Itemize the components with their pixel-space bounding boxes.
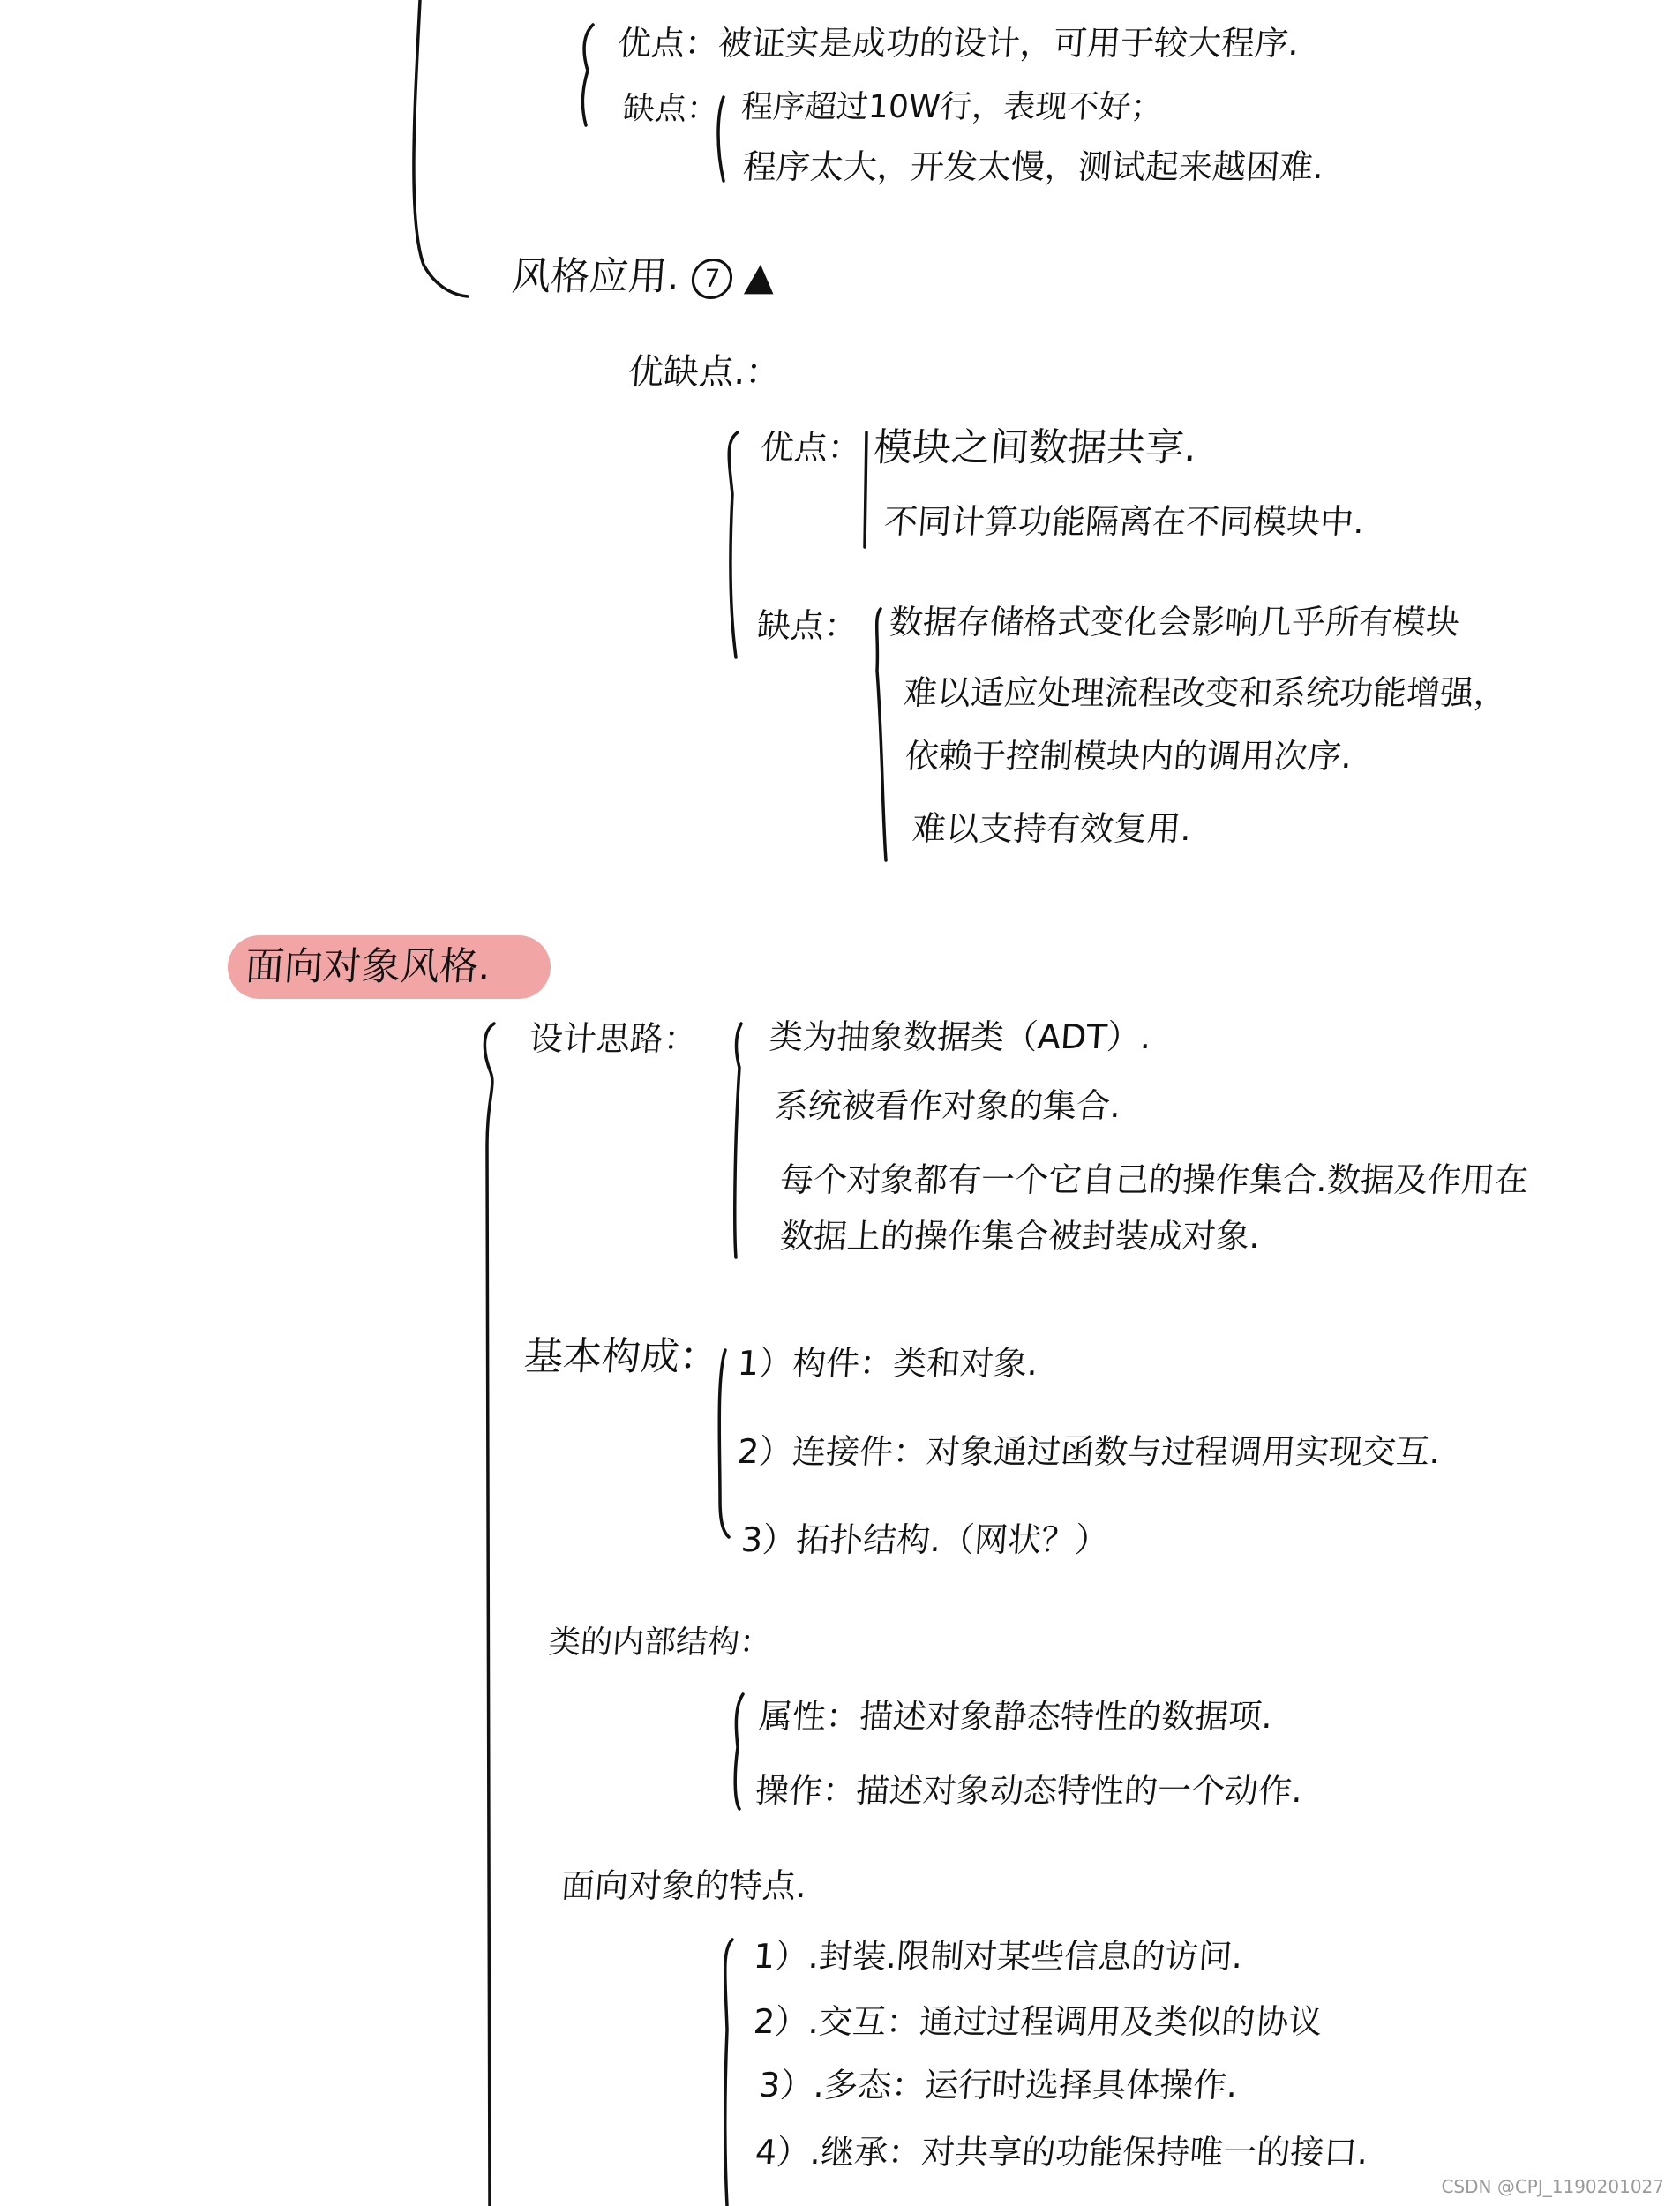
internal-bracket [735, 1694, 743, 1809]
top-cons-bracket [718, 97, 724, 181]
design-item-1: 类为抽象数据类（ADT）. [768, 1017, 1153, 1056]
top-cons-item-2: 程序太大，开发太慢，测试起来越困难. [741, 147, 1325, 186]
basic-item-2: 2）连接件：对象通过函数与过程调用实现交互. [736, 1432, 1442, 1471]
feature-item-1: 1）.封装.限制对某些信息的访问. [752, 1937, 1244, 1976]
feature-item-2: 2）.交互：通过过程调用及类似的协议 [752, 2002, 1324, 2041]
design-item-2: 系统被看作对象的集合. [773, 1086, 1122, 1125]
cons-item-4: 难以支持有效复用. [911, 809, 1193, 848]
features-label: 面向对象的特点. [559, 1866, 808, 1905]
pros-item-1: 模块之间数据共享. [872, 425, 1198, 470]
cons-item-2: 难以适应处理流程改变和系统功能增强， [902, 673, 1509, 712]
design-label: 设计思路： [528, 1019, 699, 1058]
pros-inner-bracket [865, 432, 866, 547]
oop-main-bracket [484, 1024, 494, 2206]
style-application-label: 风格应用. [510, 254, 681, 299]
cons-label: 缺点： [755, 606, 859, 645]
design-item-3: 每个对象都有一个它自己的操作集合.数据及作用在 [778, 1160, 1530, 1199]
pros-item-2: 不同计算功能隔离在不同模块中. [882, 502, 1366, 541]
cons-item-3: 依赖于控制模块内的调用次序. [904, 737, 1354, 776]
csdn-watermark: CSDN @CPJ_1190201027 [1441, 2176, 1664, 2197]
design-bracket [735, 1024, 741, 1257]
top-left-bracket [414, 0, 468, 296]
style-application-row [510, 254, 776, 299]
cons-item-1: 数据存储格式变化会影响几乎所有模块 [888, 603, 1461, 642]
basic-label: 基本构成： [522, 1334, 720, 1379]
basic-item-1: 1）构件：类和对象. [736, 1344, 1039, 1383]
basic-item-3: 3）拓扑结构.（网状？） [739, 1520, 1110, 1559]
feature-item-3: 3）.多态：运行时选择具体操作. [757, 2066, 1239, 2105]
basic-bracket [719, 1350, 729, 1537]
top-cons-item-1: 程序超过10W行，表现不好； [739, 89, 1164, 125]
feature-item-4: 4）.继承：对共享的功能保持唯一的接口. [754, 2133, 1369, 2172]
internal-structure-label: 类的内部结构： [547, 1624, 773, 1661]
top-pros-cons-bracket [582, 25, 593, 125]
oop-title: 面向对象风格. [244, 944, 492, 989]
pros-label: 优点： [759, 428, 863, 467]
top-pros-text: 优点：被证实是成功的设计，可用于较大程序. [616, 24, 1301, 63]
pros-cons-heading: 优缺点.： [626, 352, 783, 393]
top-cons-label: 缺点： [621, 91, 720, 127]
design-item-4: 数据上的操作集合被封装成对象. [778, 1217, 1262, 1256]
pros-cons-outer-bracket [729, 432, 738, 657]
features-bracket [725, 1940, 732, 2206]
cons-inner-bracket [877, 609, 886, 860]
circled-number: 7 [690, 259, 733, 299]
warning-triangle-icon: ▲ [743, 254, 776, 299]
internal-item-1: 属性：描述对象静态特性的数据项. [757, 1697, 1274, 1736]
internal-item-2: 操作：描述对象动态特性的一个动作. [754, 1771, 1304, 1810]
